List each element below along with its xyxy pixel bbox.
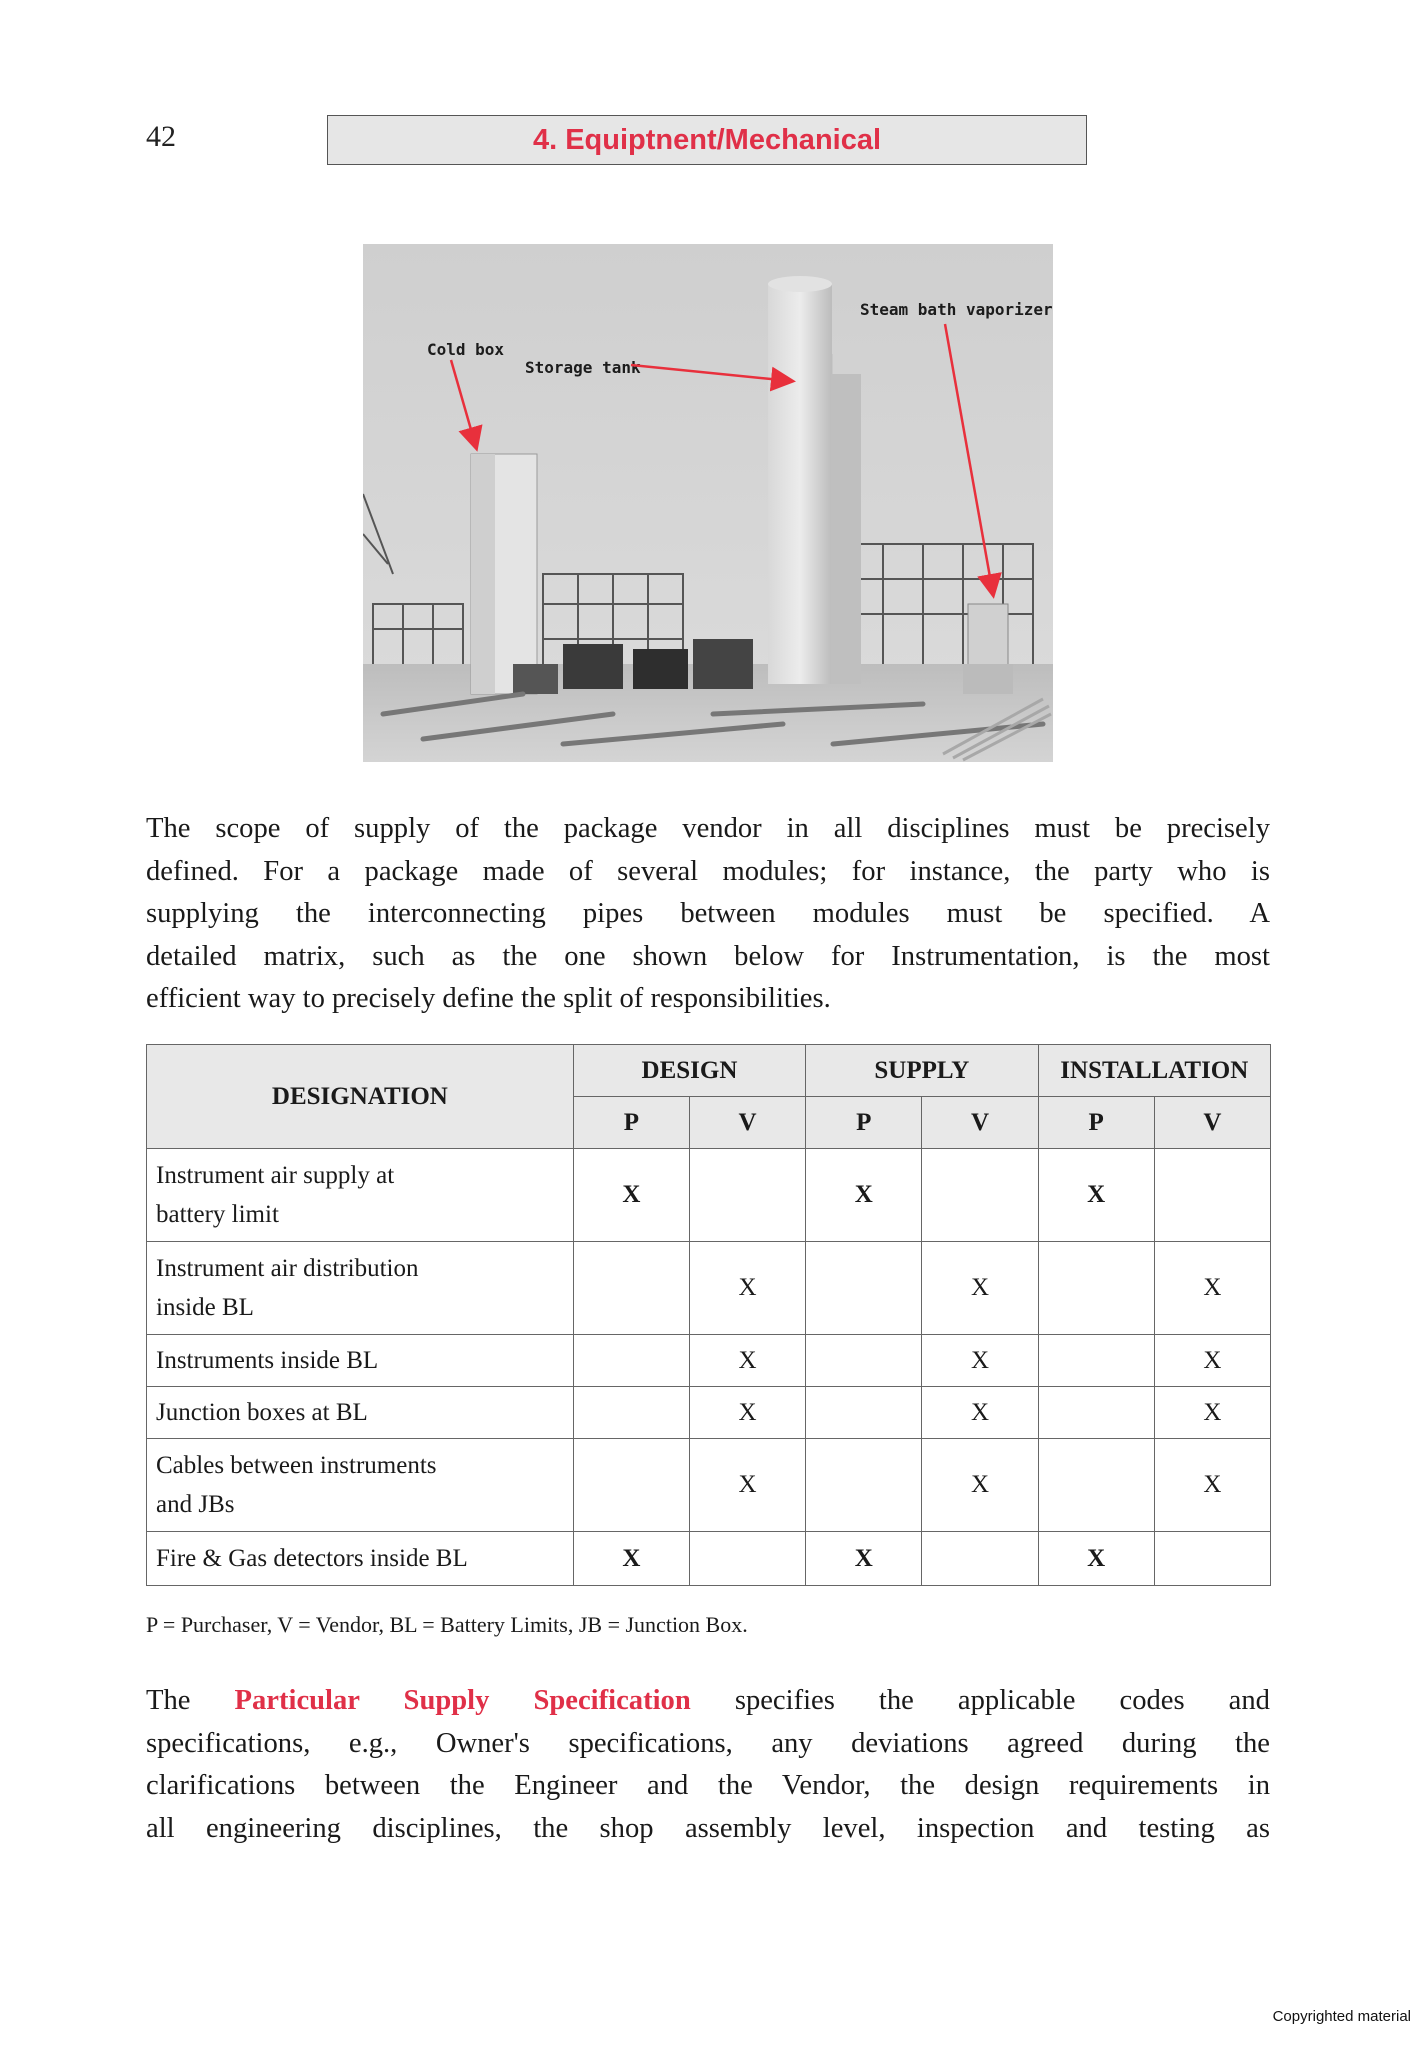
cell-installation-v: X [1154, 1387, 1270, 1439]
cell-design-v: X [689, 1439, 805, 1532]
paragraph-line: efficient way to precisely define the split of responsibilities. [146, 983, 831, 1015]
row-designation: Fire & Gas detectors inside BL [147, 1532, 574, 1586]
paragraph-line: clarifications between the Engineer and the Vendor, the design requirements in [146, 1770, 1270, 1802]
cell-installation-p: X [1038, 1532, 1154, 1586]
cell-installation-v: X [1154, 1335, 1270, 1387]
cell-design-p [573, 1387, 689, 1439]
subheader-installation-v: V [1154, 1097, 1270, 1149]
subheader-design-p: P [573, 1097, 689, 1149]
cell-design-v [689, 1149, 805, 1242]
supply-header: SUPPLY [806, 1045, 1038, 1097]
cell-design-p: X [573, 1532, 689, 1586]
specification-paragraph [146, 1680, 1270, 1850]
table-row [147, 1532, 1271, 1586]
chapter-title: 4. Equiptnent/Mechanical [532, 123, 882, 156]
paragraph-line: all engineering disciplines, the shop assembly level, inspection and testing as [146, 1812, 1270, 1844]
paragraph-line: The scope of supply of the package vendor in all disciplines must be precisely [146, 813, 1270, 844]
label-storage-tank: Storage tank [525, 358, 641, 377]
design-header: DESIGN [573, 1045, 805, 1097]
cell-supply-p [806, 1387, 922, 1439]
plant-photo-illustration [363, 244, 1053, 762]
row-designation: Instrument air distribution inside BL [147, 1242, 574, 1335]
cell-design-p [573, 1335, 689, 1387]
table-row [147, 1335, 1271, 1387]
cell-design-p [573, 1242, 689, 1335]
cell-supply-v: X [922, 1439, 1038, 1532]
cell-design-v: X [689, 1387, 805, 1439]
row-designation: Instrument air supply at battery limit [147, 1149, 574, 1242]
scope-paragraph [146, 808, 1270, 1021]
subheader-design-v: V [689, 1097, 805, 1149]
cell-installation-p: X [1038, 1149, 1154, 1242]
label-cold-box: Cold box [427, 340, 505, 359]
table-row [147, 1439, 1271, 1532]
cell-design-v: X [689, 1335, 805, 1387]
row-designation: Instruments inside BL [147, 1335, 574, 1387]
cell-supply-v: X [922, 1387, 1038, 1439]
paragraph-line: supplying the interconnecting pipes between modules must be specified. A [146, 898, 1270, 930]
subheader-installation-p: P [1038, 1097, 1154, 1149]
copyright-notice: Copyrighted material [1272, 2008, 1411, 2025]
label-steam-bath-vaporizer: Steam bath vaporizer [860, 300, 1053, 319]
cell-installation-v [1154, 1532, 1270, 1586]
cell-installation-p [1038, 1242, 1154, 1335]
cell-design-p: X [573, 1149, 689, 1242]
cell-installation-v: X [1154, 1242, 1270, 1335]
chapter-header [327, 115, 1087, 165]
subheader-supply-p: P [806, 1097, 922, 1149]
cell-supply-v: X [922, 1242, 1038, 1335]
table-row [147, 1242, 1271, 1335]
table-row [147, 1149, 1271, 1242]
cell-supply-v: X [922, 1335, 1038, 1387]
page-number: 42 [146, 120, 176, 153]
cell-installation-p [1038, 1387, 1154, 1439]
cell-design-v: X [689, 1242, 805, 1335]
table-row [147, 1387, 1271, 1439]
row-designation: Junction boxes at BL [147, 1387, 574, 1439]
cell-installation-v: X [1154, 1439, 1270, 1532]
cell-supply-p [806, 1439, 922, 1532]
paragraph-line: detailed matrix, such as the one shown below for Instrumentation, is the most [146, 940, 1270, 972]
cell-installation-v [1154, 1149, 1270, 1242]
subheader-supply-v: V [922, 1097, 1038, 1149]
cell-installation-p [1038, 1439, 1154, 1532]
paragraph-line: specifications, e.g., Owner's specifications, any deviations agreed during the [146, 1727, 1270, 1759]
paragraph-line: defined. For a package made of several modules; for instance, the party who is [146, 855, 1270, 887]
designation-header: DESIGNATION [147, 1045, 574, 1149]
cell-supply-p: X [806, 1532, 922, 1586]
cell-supply-p [806, 1242, 922, 1335]
row-designation: Cables between instruments and JBs [147, 1439, 574, 1532]
cell-design-p [573, 1439, 689, 1532]
paragraph-line: The Particular Supply Specification specifies the applicable codes and [146, 1685, 1270, 1716]
particular-supply-specification-term: Particular Supply Specification [234, 1685, 691, 1716]
installation-header: INSTALLATION [1038, 1045, 1270, 1097]
table-footnote: P = Purchaser, V = Vendor, BL = Battery Limits, JB = Junction Box. [146, 1612, 748, 1637]
plant-photo [363, 244, 1053, 762]
cell-supply-p [806, 1335, 922, 1387]
cell-supply-v [922, 1532, 1038, 1586]
cell-installation-p [1038, 1335, 1154, 1387]
cell-supply-p: X [806, 1149, 922, 1242]
responsibility-matrix [146, 1044, 1271, 1586]
cell-design-v [689, 1532, 805, 1586]
cell-supply-v [922, 1149, 1038, 1242]
